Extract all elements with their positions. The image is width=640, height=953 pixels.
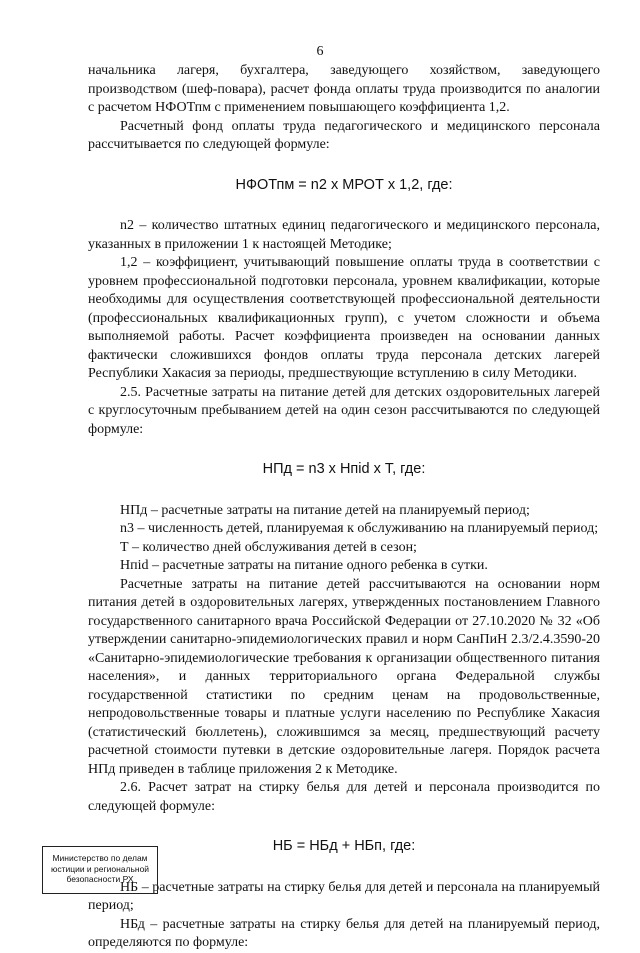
document-body — [88, 62, 600, 953]
paragraph: n3 – численность детей, планируемая к обслуживанию на планируемый период; — [120, 521, 599, 536]
paragraph-continuation: начальника лагеря, бухгалтера, заведующего хозяйством, заведующего производством (шеф-повара), расчет фонда оплаты труда производится по аналогии с расчетом НФОТпм с применением повышающего коэффициента 1,2. — [88, 63, 600, 115]
formula-npd: НПд = n3 х Нпid х Т, где: — [262, 461, 426, 477]
paragraph: НБд – расчетные затраты на стирку белья для детей на планируемый период, определяются по формуле: — [88, 916, 600, 950]
paragraph: НБ – расчетные затраты на стирку белья для детей и персонала на планируемый период; — [88, 879, 600, 913]
paragraph: 1,2 – коэффициент, учитывающий повышение оплаты труда в соответствии с уровнем профессиональной подготовки персонала, уровнем квалификации, которые необходимы для осуществления соответствующей профессиональной деятельности (профессиональных квалификационных групп), с учетом сложности и объема выполняемой работы. Расчет коэффициента произведен на основании данных фактически сложившихся фондов оплаты труда персонала детских лагерей Республики Хакасия за периоды, предшествующие вступлению в силу Методики. — [88, 255, 600, 381]
formula-nb: НБ = НБд + НБп, где: — [272, 838, 416, 854]
stamp-line: юстиции и региональной — [50, 863, 150, 874]
stamp-line: безопасности РХ — [66, 874, 134, 884]
section-2-6: 2.6. Расчет затрат на стирку белья для детей и персонала производится по следующей формуле: — [88, 780, 600, 814]
paragraph: Нпid – расчетные затраты на питание одного ребенка в сутки. — [120, 558, 488, 573]
paragraph: n2 – количество штатных единиц педагогического и медицинского персонала, указанных в приложении 1 к настоящей Методике; — [88, 218, 600, 252]
formula-nfot: НФОТпм = n2 х МРОТ х 1,2, где: — [235, 176, 453, 193]
section-2-5: 2.5. Расчетные затраты на питание детей для детских оздоровительных лагерей с круглосуточным пребыванием детей на один сезон рассчитываются по следующей формуле: — [88, 384, 600, 437]
paragraph: Расчетный фонд оплаты труда педагогического и медицинского персонала рассчитывается по следующей формуле: — [88, 118, 600, 152]
stamp-line: Министерство по делам — [52, 853, 148, 863]
paragraph: Т – количество дней обслуживания детей в сезон; — [120, 539, 417, 555]
ministry-stamp — [42, 846, 158, 894]
paragraph: НПд – расчетные затраты на питание детей на планируемый период; — [120, 502, 530, 518]
page-number: 6 — [316, 44, 324, 59]
paragraph: Расчетные затраты на питание детей рассчитываются на основании норм питания детей в оздоровительных лагерях, утвержденных постановлением Главного государственного санитарного врача Российской Федерации от 27.10.2020 № 32 «Об утверждении санитарно-эпидемиологических правил и норм СанПиН 2.3/2.4.3590-20 «Санитарно-эпидемиологические требования к организации общественного питания населения», и данных территориального органа Федеральной службы государственной статистики по средним ценам на продовольственные, непродовольственные товары и платные услуги населению по Республике Хакасия (статистический бюллетень), сложившимся за месяц, предшествующий расчету расчетной стоимости путевки в детские оздоровительные лагеря. Порядок расчета НПд приведен в таблице приложения 2 к Методике. — [88, 576, 600, 777]
